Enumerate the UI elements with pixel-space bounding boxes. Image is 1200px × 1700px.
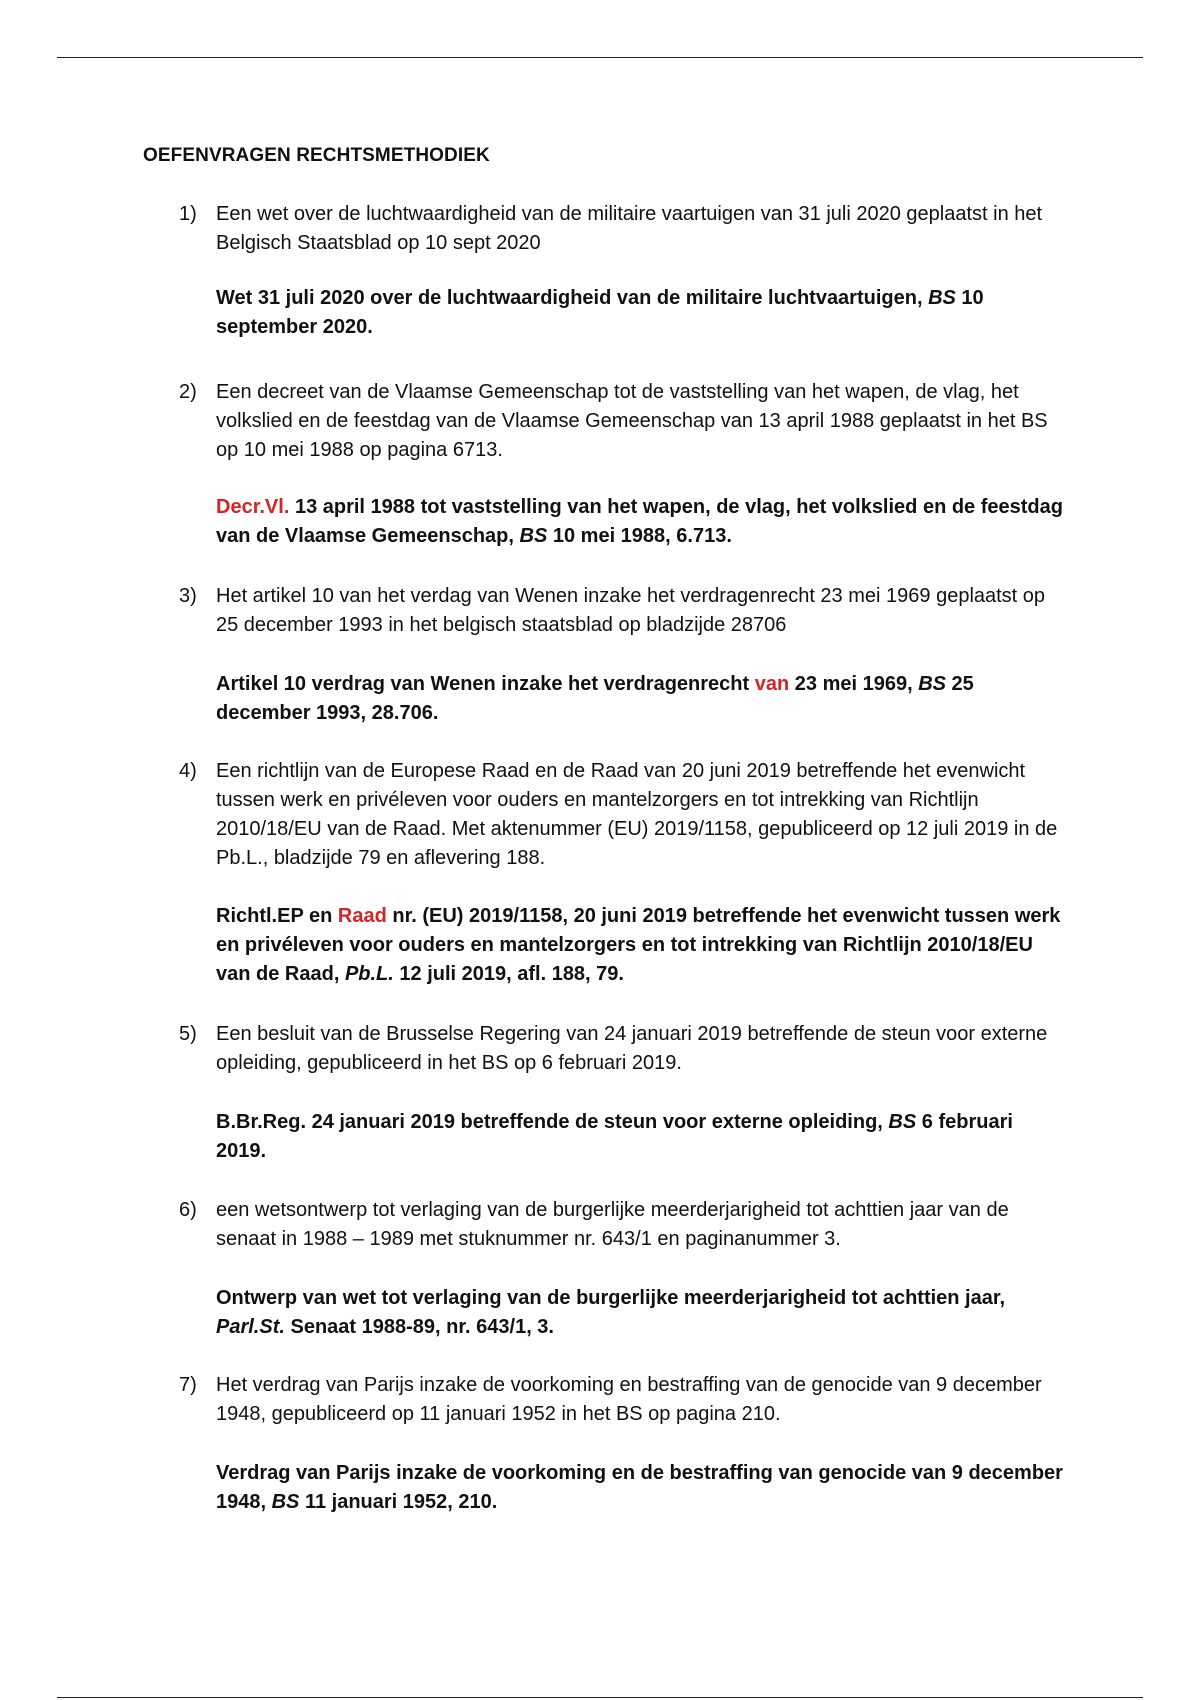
answer-segment: 10 mei 1988, 6.713.	[547, 525, 732, 547]
page-title: OEFENVRAGEN RECHTSMETHODIEK	[143, 145, 490, 166]
answer-italic: BS	[888, 1111, 917, 1133]
answer-text	[216, 284, 1066, 342]
answer-text	[216, 1284, 1066, 1342]
answer-segment: Senaat 1988-89, nr. 643/1, 3.	[284, 1316, 554, 1338]
answer-segment: 25 december 1993, 28.706.	[216, 673, 974, 724]
answer-segment: Artikel 10 verdrag van Wenen inzake het verdragenrecht	[216, 673, 755, 695]
answer-segment: 6 februari 2019.	[216, 1111, 1013, 1162]
item-number: 2)	[179, 381, 197, 403]
bottom-rule	[57, 1697, 1143, 1698]
item-number: 1)	[179, 203, 197, 225]
question-text: Het verdrag van Parijs inzake de voorkoming en bestraffing van de genocide van 9 december 1948, gepubliceerd op 11 januari 1952 in het BS op pagina 210.	[216, 1374, 1042, 1425]
item-number: 5)	[179, 1023, 197, 1045]
answer-segment: 13 april 1988 tot vaststelling van het wapen, de vlag, het volkslied en de feestdag van de Vlaamse Gemeenschap,	[216, 496, 1063, 547]
answer-segment: 11 januari 1952, 210.	[299, 1491, 498, 1513]
item-number: 7)	[179, 1374, 197, 1396]
answer-italic: BS	[918, 673, 946, 695]
answer-text	[216, 1459, 1066, 1517]
answer-highlight: Raad	[337, 905, 387, 927]
answer-italic: BS	[271, 1491, 300, 1513]
answer-highlight: Decr.Vl.	[216, 496, 290, 518]
answer-segment: nr. (EU) 2019/1158, 20 juni 2019 betreffende het evenwicht tussen werk en privéleven voor ouders en mantelzorgers en tot intrekking van Richtlijn 2010/18/EU van de Raad,	[216, 905, 1061, 985]
answer-segment: Verdrag van Parijs inzake de voorkoming en de bestraffing van genocide van 9 december 1948,	[216, 1462, 1063, 1513]
answer-italic: BS	[928, 287, 956, 309]
item-number: 6)	[179, 1199, 197, 1221]
item-number: 4)	[179, 760, 197, 782]
answer-italic: BS	[519, 525, 548, 547]
answer-segment: Ontwerp van wet tot verlaging van de burgerlijke meerderjarigheid tot achttien jaar,	[216, 1287, 1006, 1309]
question-text: Een besluit van de Brusselse Regering van 24 januari 2019 betreffende de steun voor externe opleiding, gepubliceerd in het BS op 6 februari 2019.	[216, 1023, 1048, 1074]
item-number: 3)	[179, 585, 197, 607]
answer-text	[216, 1108, 1066, 1166]
answer-segment: Wet 31 juli 2020 over de luchtwaardigheid van de militaire luchtvaartuigen,	[216, 287, 929, 309]
answer-segment: 10 september 2020.	[216, 287, 984, 338]
question-text: Een decreet van de Vlaamse Gemeenschap tot de vaststelling van het wapen, de vlag, het volkslied en de feestdag van de Vlaamse Gemeenschap van 13 april 1988 geplaatst in het BS op 10 mei 1988 op pagina 6713.	[216, 381, 1048, 461]
answer-highlight: van	[754, 673, 790, 695]
answer-segment: 23 mei 1969,	[789, 673, 919, 695]
answer-text	[216, 902, 1066, 989]
answer-italic: Pb.L.	[344, 963, 394, 985]
answer-segment: B.Br.Reg. 24 januari 2019 betreffende de steun voor externe opleiding,	[216, 1111, 889, 1133]
answer-italic: Parl.St.	[216, 1316, 285, 1338]
answer-text	[216, 670, 1066, 728]
question-text: Een richtlijn van de Europese Raad en de Raad van 20 juni 2019 betreffende het evenwicht tussen werk en privéleven voor ouders en mantelzorgers en tot intrekking van Richtlijn 2010/18/EU van de Raad. Met aktenummer (EU) 2019/1158, gepubliceerd op 12 juli 2019 in de Pb.L., bladzijde 79 en aflevering 188.	[216, 760, 1058, 869]
question-text: een wetsontwerp tot verlaging van de burgerlijke meerderjarigheid tot achttien jaar van de senaat in 1988 – 1989 met stuknummer nr. 643/1 en paginanummer 3.	[216, 1199, 1009, 1250]
answer-segment: Richtl.EP en	[216, 905, 338, 927]
answer-segment: 12 juli 2019, afl. 188, 79.	[393, 963, 624, 985]
question-text: Het artikel 10 van het verdag van Wenen inzake het verdragenrecht 23 mei 1969 geplaatst op 25 december 1993 in het belgisch staatsblad op bladzijde 28706	[216, 585, 1046, 636]
question-text: Een wet over de luchtwaardigheid van de militaire vaartuigen van 31 juli 2020 geplaatst in het Belgisch Staatsblad op 10 sept 2020	[216, 203, 1043, 254]
answer-text	[216, 493, 1066, 551]
